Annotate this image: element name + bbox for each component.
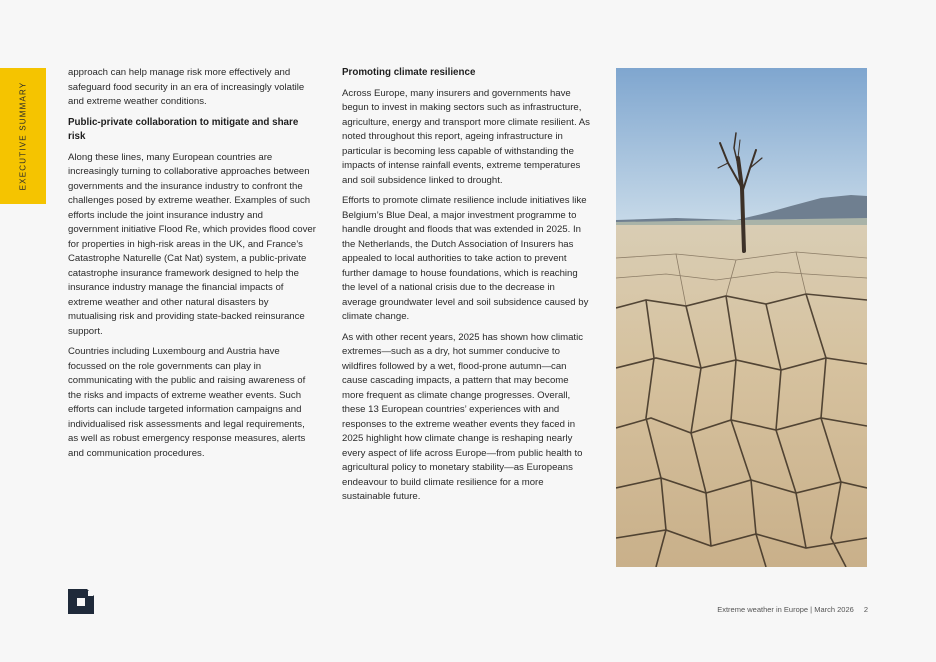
heading-climate-resilience: Promoting climate resilience [342,67,476,78]
paragraph-investment: Across Europe, many insurers and governments have begun to invest in making sectors such as infrastructure, agriculture, energy and transport more climate resilient. As noted throughout this report, ageing infrastructure in particular is becoming less capable of withstanding the impacts of intense rainfall events, extreme temperatures and soil subsidence linked to drought. [342,87,590,186]
page-footer [717,605,868,614]
text-column-left [68,66,316,467]
page-number: 2 [863,605,868,614]
section-tab-label: EXECUTIVE SUMMARY [18,81,28,191]
section-tab [0,68,46,204]
footer-title: Extreme weather in Europe | March 2026 [717,605,854,614]
intro-paragraph: approach can help manage risk more effectively and safeguard food security in an era of increasingly volatile and extreme weather conditions. [68,67,305,107]
paragraph-communication: Countries including Luxembourg and Austria have focussed on the role governments can play in communicating with the public and raising awareness of the risks and impacts of extreme weather events. Such efforts can include targeted information campaigns and individualised risk assessments and legal requirements, as well as robust emergency response measures, alerts and communication procedures. [68,346,306,459]
paragraph-conclusion: As with other recent years, 2025 has shown how climatic extremes—such as a dry, hot summer conducive to wildfires followed by a wet, flood-prone autumn—can cause cascading impacts, a pattern that may become more frequent as climate change progresses. Overall, these 13 European countries’ experiences with and responses to the extreme weather events they faced in 2025 highlight how climate change is reshaping nearly every aspect of life across Europe—from public health to agricultural policy to monetary stability—as Europeans endeavour to build climate resilience for a more sustainable future. [342,331,584,502]
drought-photo [616,68,867,567]
company-logo [68,589,94,614]
paragraph-collaboration: Along these lines, many European countries are increasingly turning to collaborative approaches between governments and the insurance industry to confront the challenges posed by extreme weather. Examples of such efforts include the joint insurance industry and government initiative Flood Re, which provides flood cover for properties in high-risk areas in the UK, and France’s Catastrophe Naturelle (Cat Nat) system, a public-private catastrophe insurance framework designed to help the insurance industry manage the financial impacts of extreme weather and other natural disasters by mutualising risk and providing state-backed reinsurance support. [68,151,316,337]
paragraph-initiatives: Efforts to promote climate resilience include initiatives like Belgium’s Blue Deal, a major investment programme to handle drought and floods that was extended in 2025. In the Netherlands, the Dutch Association of Insurers has appealed to local authorities to take action to prevent further damage to house foundations, which is reaching the level of a national crisis due to the decrease in average groundwater level and soil subsidence caused by climate change. [342,195,589,322]
text-column-middle [342,66,592,511]
heading-public-private: Public-private collaboration to mitigate and share risk [68,116,299,142]
